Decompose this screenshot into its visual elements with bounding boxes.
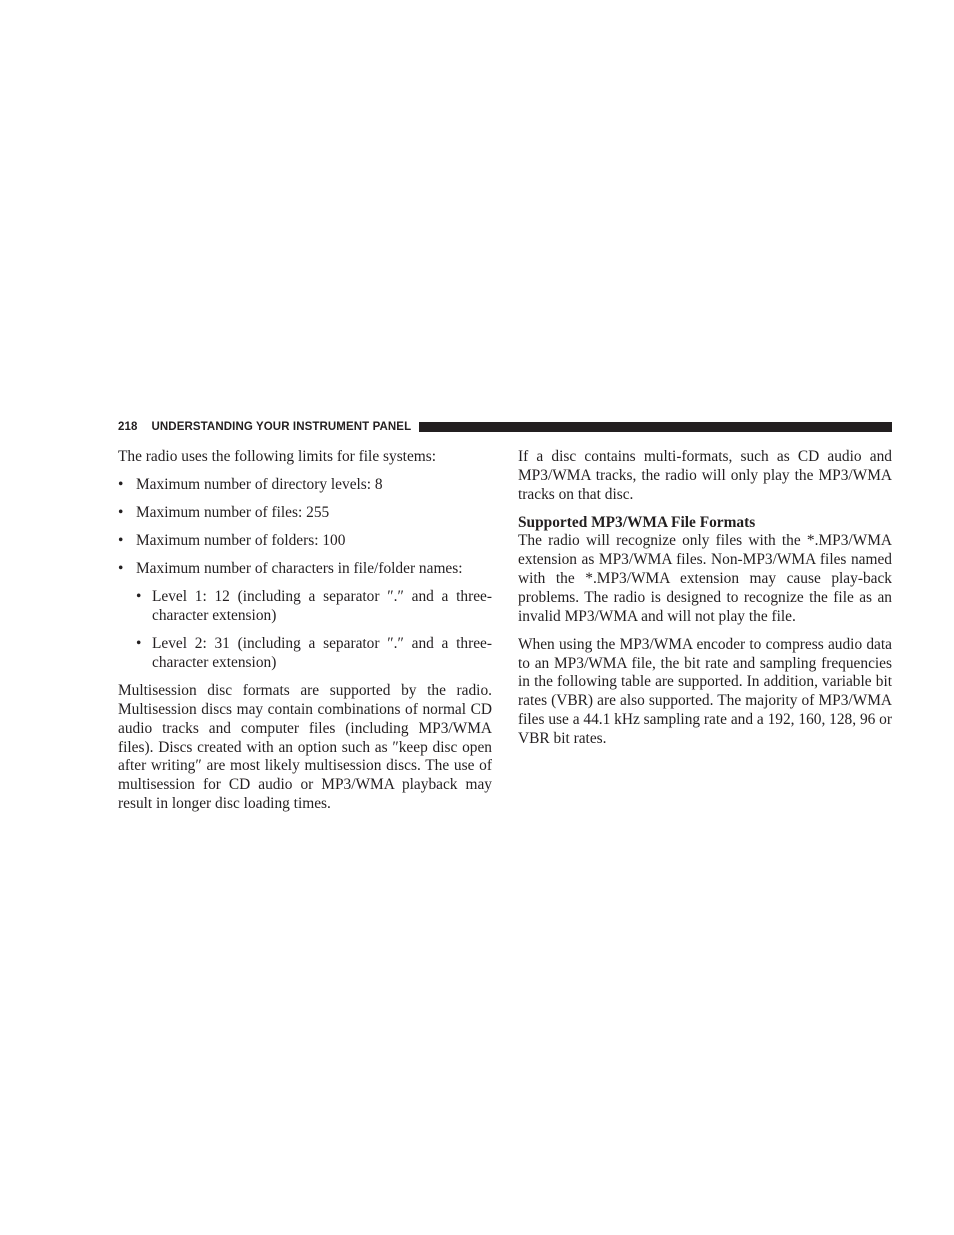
multiformat-paragraph: If a disc contains multi-formats, such as CD audio and MP3/WMA tracks, the radio will only play the MP3/WMA tracks on that disc. xyxy=(518,448,892,503)
list-item xyxy=(118,476,492,495)
sub-list-item-text: Level 2: 31 (including a separator ″.″ and a three-character extension) xyxy=(152,635,492,672)
list-item xyxy=(118,560,492,673)
list-item-text: Maximum number of files: 255 xyxy=(136,504,330,522)
page-number: 218 xyxy=(118,421,138,433)
bullet-icon: • xyxy=(118,504,124,522)
intro-paragraph: The radio uses the following limits for file systems: xyxy=(118,448,437,465)
list-item xyxy=(118,504,492,523)
section-title: UNDERSTANDING YOUR INSTRUMENT PANEL xyxy=(151,421,412,433)
left-column xyxy=(118,448,492,823)
encoder-paragraph: When using the MP3/WMA encoder to compress audio data to an MP3/WMA file, the bit rate and sampling frequencies in the following table are supported. In addition, variable bit rates (VBR) are also supported. The majority of MP3/WMA files use a 44.1 kHz sampling rate and a 192, 160, 128, 96 or VBR bit rates. xyxy=(518,635,892,747)
page-header xyxy=(118,419,892,435)
sub-list-item xyxy=(136,588,492,626)
limits-list xyxy=(118,476,492,673)
bullet-icon: • xyxy=(118,532,124,550)
list-item-text: Maximum number of characters in file/folder names: xyxy=(136,560,463,578)
bullet-icon: • xyxy=(118,560,124,578)
list-item-text: Maximum number of directory levels: 8 xyxy=(136,476,383,494)
bullet-icon: • xyxy=(136,635,142,653)
section-subheading: Supported MP3/WMA File Formats xyxy=(518,513,756,531)
sub-list-item-text: Level 1: 12 (including a separator ″.″ and a three-character extension) xyxy=(152,588,492,625)
bullet-icon: • xyxy=(118,476,124,494)
list-item-text: Maximum number of folders: 100 xyxy=(136,532,346,550)
multisession-paragraph: Multisession disc formats are supported by the radio. Multisession discs may contain combinations of normal CD audio tracks and computer files (including MP3/WMA files). Discs created with an option such as ″keep disc open after writing″ are most likely multisession discs. The use of multisession for CD audio or MP3/WMA playback may result in longer disc loading times. xyxy=(118,682,492,813)
recognize-paragraph: The radio will recognize only files with the *.MP3/WMA extension as MP3/WMA files. Non-MP3/WMA files named with the *.MP3/WMA extension may cause play-back problems. The radio is designed to recognize the file as an invalid MP3/WMA and will not play the file. xyxy=(518,532,892,625)
right-column xyxy=(518,448,892,758)
list-item xyxy=(118,532,492,551)
bullet-icon: • xyxy=(136,588,142,606)
name-length-sublist xyxy=(136,588,492,672)
sub-list-item xyxy=(136,635,492,673)
header-rule xyxy=(419,422,892,432)
